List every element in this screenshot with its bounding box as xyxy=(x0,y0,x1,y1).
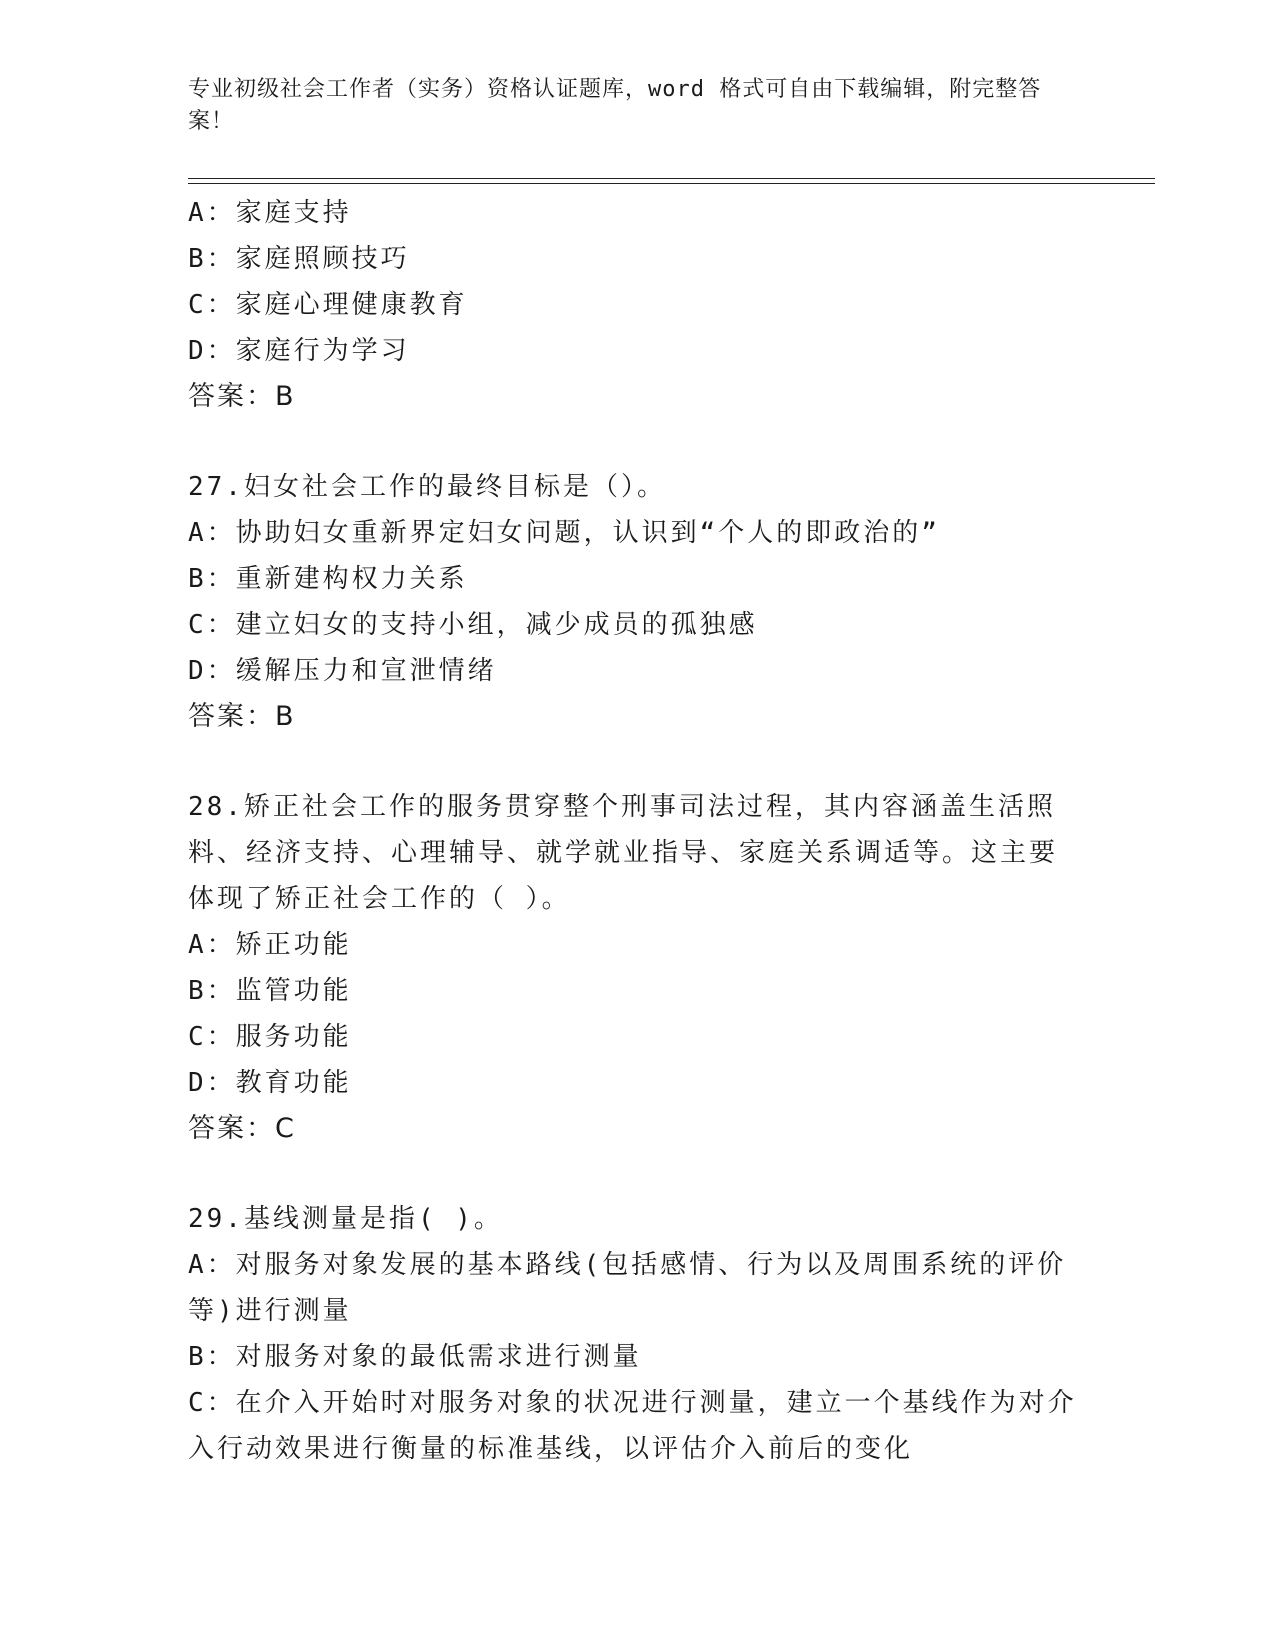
answer-text: 答案：C xyxy=(188,1113,296,1144)
question-text: 28.矫正社会工作的服务贯穿整个刑事司法过程，其内容涵盖生活照料、经济支持、心理辅导、就学就业指导、家庭关系调适等。这主要体现了矫正社会工作的（ ）。 xyxy=(188,792,1059,914)
option-c: C：建立妇女的支持小组，减少成员的孤独感 xyxy=(188,610,758,640)
option-a: A：对服务对象发展的基本路线(包括感情、行为以及周围系统的评价等)进行测量 xyxy=(188,1250,1067,1326)
question-list xyxy=(188,190,1088,1472)
header-divider-top xyxy=(188,178,1155,179)
option-b: B：对服务对象的最低需求进行测量 xyxy=(188,1342,642,1372)
spacer xyxy=(188,740,1088,784)
option-a: A：协助妇女重新界定妇女问题，认识到“个人的即政治的” xyxy=(188,518,940,548)
option-b: B：重新建构权力关系 xyxy=(188,564,468,594)
spacer xyxy=(188,1152,1088,1196)
option-d: D：缓解压力和宣泄情绪 xyxy=(188,656,497,686)
answer-text: 答案：B xyxy=(188,701,296,732)
option-a: A：矫正功能 xyxy=(188,930,352,960)
question-block-27 xyxy=(188,464,1088,740)
option-c: C：服务功能 xyxy=(188,1022,352,1052)
option-b: B：监管功能 xyxy=(188,976,352,1006)
option-c: C：在介入开始时对服务对象的状况进行测量，建立一个基线作为对介入行动效果进行衡量的标准基线，以评估介入前后的变化 xyxy=(188,1388,1077,1464)
document-header: 专业初级社会工作者（实务）资格认证题库，word 格式可自由下载编辑，附完整答案！ xyxy=(188,77,1042,134)
spacer xyxy=(188,420,1088,464)
option-d: D：教育功能 xyxy=(188,1068,352,1098)
question-block-29 xyxy=(188,1196,1088,1472)
option-d: D：家庭行为学习 xyxy=(188,336,410,366)
question-text: 29.基线测量是指( )。 xyxy=(188,1204,503,1234)
question-block-26 xyxy=(188,190,1088,420)
header-divider-bottom xyxy=(188,183,1155,184)
option-c: C：家庭心理健康教育 xyxy=(188,290,468,320)
option-b: B：家庭照顾技巧 xyxy=(188,244,410,274)
question-text: 27.妇女社会工作的最终目标是（）。 xyxy=(188,472,666,502)
answer-text: 答案：B xyxy=(188,381,296,412)
option-a: A：家庭支持 xyxy=(188,198,352,228)
question-block-28 xyxy=(188,784,1088,1152)
